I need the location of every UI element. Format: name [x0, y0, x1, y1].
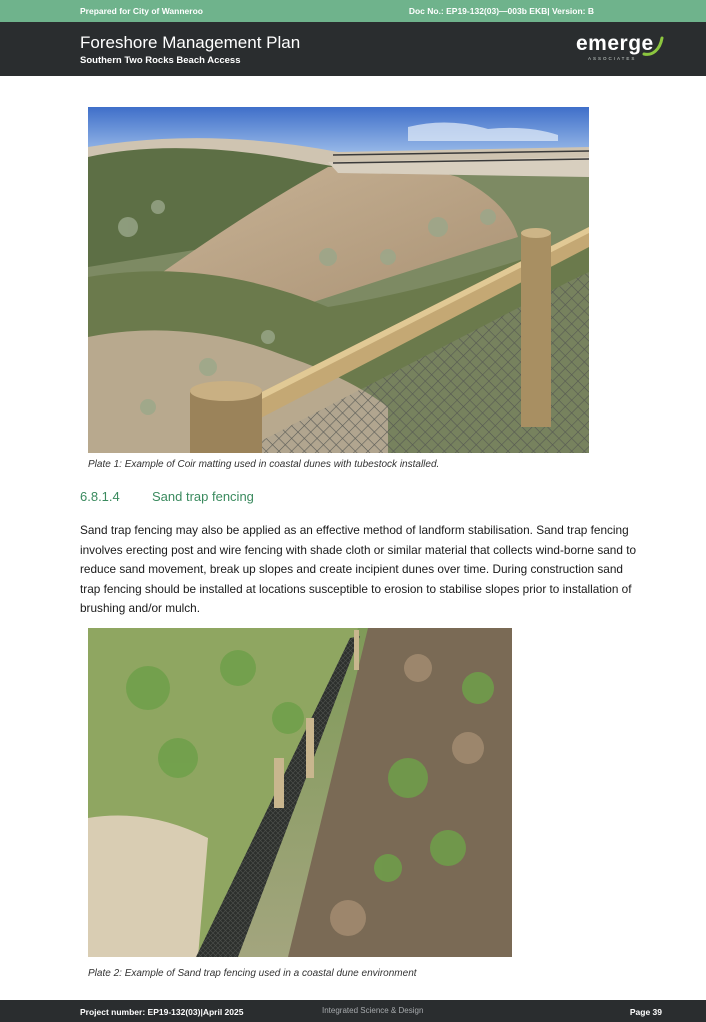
- logo-subtext: ASSOCIATES: [588, 56, 637, 61]
- section-heading: [80, 489, 254, 504]
- document-title: Foreshore Management Plan: [80, 33, 301, 52]
- plate-2-photo: [88, 628, 512, 957]
- document-subtitle: Southern Two Rocks Beach Access: [80, 55, 241, 66]
- top-bar: [0, 0, 706, 22]
- plate-2-caption: Plate 2: Example of Sand trap fencing used in a coastal dune environment: [88, 968, 417, 979]
- project-number: Project number: EP19-132(03)|April 2025: [80, 1007, 244, 1017]
- emerge-logo: [574, 32, 666, 64]
- page-footer: [0, 1000, 706, 1022]
- logo-wordmark: emerge: [576, 32, 654, 55]
- plate-1-caption: Plate 1: Example of Coir matting used in coastal dunes with tubestock installed.: [88, 459, 440, 470]
- section-title: Sand trap fencing: [152, 489, 254, 504]
- document-info: Doc No.: EP19-132(03)—003b EKB| Version: B: [408, 6, 594, 16]
- section-number: 6.8.1.4: [80, 489, 120, 504]
- section-paragraph: Sand trap fencing may also be applied as an effective method of landform stabilisation. Sand trap fencing involves erecting post and wire fencing with shade cloth or similar material that collects wind-borne sand to reduce sand movement, break up slopes and create incipient dunes over time. During construction sand trap fencing should be installed at locations susceptible to erosion to stabilise slopes prior to installation of brushing and/or mulch.: [80, 523, 637, 616]
- footer-tagline: Integrated Science & Design: [322, 1006, 424, 1015]
- page-number: Page 39: [629, 1007, 662, 1017]
- page-header: [0, 22, 706, 76]
- prepared-for-label: Prepared for City of Wanneroo: [80, 6, 203, 16]
- plate-1-photo: [88, 107, 589, 453]
- logo-swoosh-icon: [640, 34, 666, 60]
